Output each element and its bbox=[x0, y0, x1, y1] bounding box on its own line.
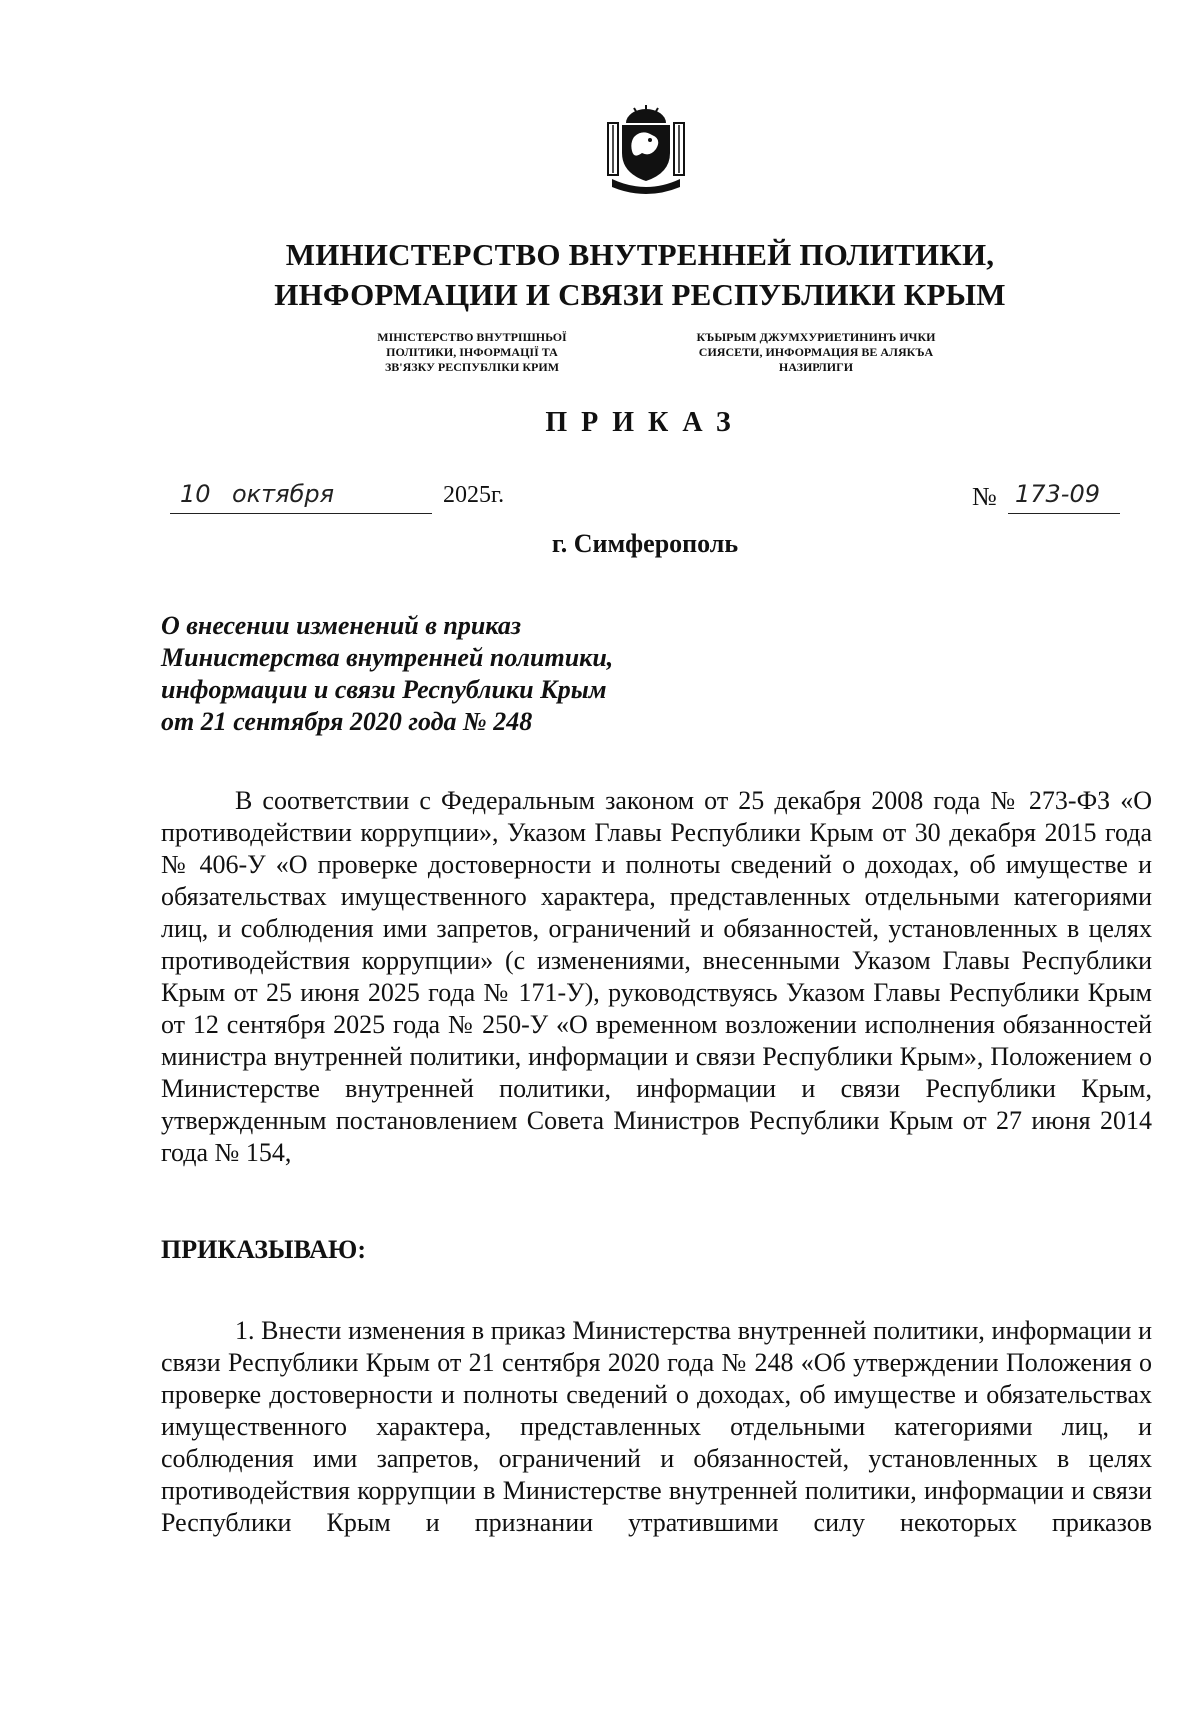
order-subject bbox=[161, 610, 861, 738]
document-type-title: ПРИКАЗ bbox=[545, 407, 745, 438]
ukrainian-ministry-name bbox=[322, 330, 622, 375]
order-heading: ПРИКАЗЫВАЮ: bbox=[161, 1235, 366, 1264]
crimean-tatar-name-line: СИЯСЕТИ, ИНФОРМАЦИЯ ВЕ АЛЯКЪА bbox=[698, 345, 934, 359]
subject-line: Министерства внутренней политики, bbox=[161, 643, 614, 672]
ukrainian-name-line: ЗВ'ЯЗКУ РЕСПУБЛІКИ КРИМ bbox=[384, 360, 560, 374]
number-sign: № bbox=[972, 482, 997, 511]
subject-line: информации и связи Республики Крым bbox=[161, 675, 607, 704]
ukrainian-name-line: ПОЛІТИКИ, ІНФОРМАЦІЇ ТА bbox=[386, 345, 558, 359]
date-month: октября bbox=[232, 480, 335, 508]
preamble-paragraph: В соответствии с Федеральным законом от 25 декабря 2008 года № 273-ФЗ «О противодействии коррупции», Указом Главы Республики Крым от 30 декабря 2015 года № 406-У «О проверке достоверности и полноты сведений о доходах, об имуществе и обязательствах имущественного характера, представленных отдельными категориями лиц, и соблюдения ими запретов, ограничений и обязанностей, установленных в целях противодействия коррупции» (с изменениями, внесенными Указом Главы Республики Крым от 25 июня 2025 года № 171-У), руководствуясь Указом Главы Республики Крым от 12 сентября 2025 года № 250-У «О временном возложении исполнения обязанностей министра внутренней политики, информации и связи Республики Крым», Положением о Министерстве внутренней политики, информации и связи Республики Крым, утвержденным постановлением Совета Министров Республики Крым от 27 июня 2014 года № 154, bbox=[161, 786, 1152, 1167]
date-year-group bbox=[443, 482, 504, 509]
date-year: 2025 bbox=[443, 482, 491, 508]
crimean-tatar-name-line: НАЗИРЛИГИ bbox=[778, 360, 854, 374]
document-number: 173-09 bbox=[1015, 480, 1101, 508]
ministry-title-line2: ИНФОРМАЦИИ И СВЯЗИ РЕСПУБЛИКИ КРЫМ bbox=[274, 277, 1006, 312]
subject-line: от 21 сентября 2020 года № 248 bbox=[161, 707, 533, 736]
date-underline bbox=[170, 513, 432, 514]
crimean-tatar-name-line: КЪЫРЫМ ДЖУМХУРИЕТИНИНЪ ИЧКИ bbox=[696, 330, 936, 344]
date-suffix: г. bbox=[491, 482, 505, 508]
crimean-tatar-ministry-name bbox=[666, 330, 966, 375]
crimea-coat-of-arms-icon bbox=[604, 103, 688, 195]
date-day: 10 bbox=[180, 480, 211, 508]
city: г. Симферополь bbox=[551, 529, 739, 558]
ministry-title-line1: МИНИСТЕРСТВО ВНУТРЕННЕЙ ПОЛИТИКИ, bbox=[285, 237, 995, 272]
number-underline bbox=[1008, 513, 1120, 514]
date-number-line bbox=[170, 480, 1130, 520]
order-item-1: 1. Внести изменения в приказ Министерства внутренней политики, информации и связи Республики Крым от 21 сентября 2020 года № 248 «Об утверждении Положения о проверке достоверности и полноты сведений о доходах, об имуществе и обязательствах имущественного характера, представленных отдельными категориями лиц, и соблюдения ими запретов, ограничений и обязанностей, установленных в целях противодействия коррупции в Министерстве внутренней политики, информации и связи Республики Крым и признании утратившими силу некоторых приказов bbox=[161, 1316, 1152, 1537]
ukrainian-name-line: МІНІСТЕРСТВО ВНУТРІШНЬОЇ bbox=[377, 330, 567, 344]
ministry-title bbox=[160, 235, 1120, 315]
subject-line: О внесении изменений в приказ bbox=[161, 611, 521, 640]
